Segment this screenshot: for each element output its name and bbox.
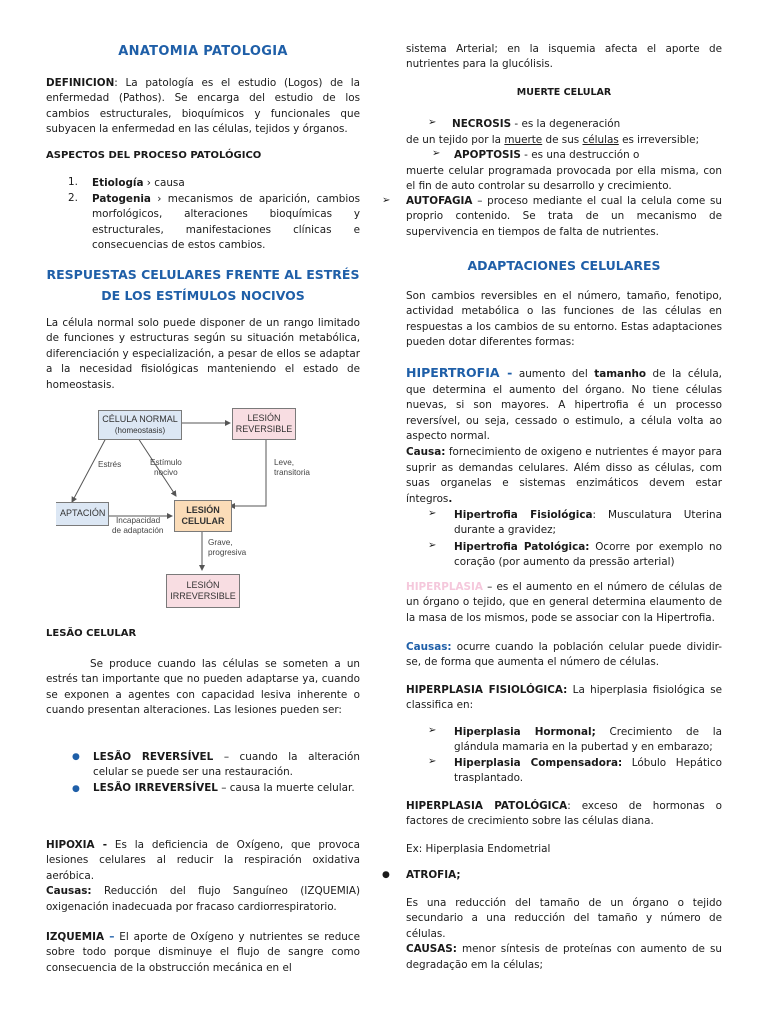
necrosis-line2-b: de sus (542, 134, 583, 146)
leve-label-1: Leve, (274, 458, 295, 467)
aspecto-text: › causa (143, 177, 185, 189)
grave-label-2: progresiva (208, 548, 247, 557)
arrow-bullet-icon: ➢ (428, 725, 437, 736)
aspectos-heading: ASPECTOS DEL PROCESO PATOLÓGICO (46, 150, 262, 161)
necrosis-line2-c: es irreversible; (618, 134, 700, 146)
homeostasis-label: (homeostasis) (114, 426, 166, 435)
aspecto-number: 1. (68, 176, 78, 188)
hipertrofia-causa-end: . (448, 492, 453, 505)
hiperplasia-text: – es el aumento en el número de células de un órgano o tejido, que en general determina elaumento de la masa de los mismos, pode se associar con la Hipertrofia. (406, 581, 722, 624)
aspecto-item (92, 192, 360, 254)
incapacidad-label-2: de adaptación (112, 526, 164, 535)
hiperplasia-causas-text: ocurre cuando la población celular puede dividir-se, de forma que aumenta el número de células. (406, 641, 722, 669)
page-title: ANATOMIA PATOLOGIA (118, 44, 288, 59)
necrosis-line2 (406, 133, 699, 148)
estimulo-label-1: Estímulo (150, 458, 182, 467)
lesion-irreversible-line1: LESIÓN (186, 580, 220, 590)
hiperplasia-paragraph (406, 580, 722, 626)
lesao-paragraph: Se produce cuando las células se someten a un estrés tan importante que no pueden adaptarse ya, cuando se exponen a agentes con capacidad lesiva inherente o cuando presentan alteraciones. Las lesiones pueden ser: (46, 658, 360, 717)
adaptaciones-paragraph: Son cambios reversibles en el número, tamaño, fenotipo, actividad metabólica o las funciones de las células en respuestas a los cambios de su entorno. Estas adaptaciones pueden dotar diferentes formas: (406, 290, 722, 349)
fisiologica-item (454, 725, 722, 756)
necrosis-term: NECROSIS (452, 118, 512, 130)
patologica-text: : exceso de hormonas o factores de crecimiento sobre las células diana. (406, 800, 722, 828)
arrow-bullet-icon: ➢ (428, 540, 437, 551)
definicion-text: : La patología es el estudio (Logos) de la enfermedad (Pathos). Se encarga del estudio de los cambios estructurales, bioquímicos y funcionales que subyacen la enfermedad en las células, tejidos y órganos. (46, 77, 360, 136)
lesao-item-term: LESÃO REVERSÍVEL (93, 751, 214, 763)
bullet-icon: ● (72, 752, 80, 762)
hipertrofia-item-term: Hipertrofia Patológica: (454, 541, 590, 553)
hipertrofia-item-sep: : (592, 509, 609, 521)
arrow-bullet-icon: ➢ (432, 148, 441, 159)
aspecto-term: Patogenia (92, 193, 151, 205)
hiperplasia-fisiologica-paragraph (406, 683, 722, 714)
lesao-item-term: LESÃO IRREVERSÍVEL (93, 782, 218, 794)
adaptacion-label: APTACIÓN (60, 508, 106, 518)
adaptaciones-title: ADAPTACIONES CELULARES (467, 258, 661, 273)
fisiologica-item (454, 756, 722, 787)
lesion-celular-line2: CELULAR (181, 516, 225, 526)
estres-label: Estrés (98, 460, 122, 469)
hipoxia-term: HIPOXIA - (46, 839, 108, 851)
estimulo-label-2: nocivo (154, 468, 178, 477)
apoptosis-term: APOPTOSIS (454, 149, 521, 161)
hipoxia-paragraph (46, 838, 360, 915)
apoptosis-text: - es una destrucción o (520, 149, 640, 161)
arrow-bullet-icon: ➢ (382, 195, 391, 206)
lesao-item-text: – cuando la alteración celular se puede ser una restauración. (93, 751, 360, 779)
fisiologica-text: La hiperplasia fisiológica se classifica en: (406, 684, 723, 712)
bullet-icon: ● (382, 870, 390, 880)
lesion-celular-box (174, 500, 232, 532)
adaptacion-box (56, 502, 109, 526)
lesion-reversible-line2: REVERSIBLE (235, 424, 293, 434)
patologica-term: HIPERPLASIA PATOLÓGICA (406, 800, 568, 812)
arrow-estres (72, 438, 106, 502)
necrosis-line1 (452, 117, 620, 132)
aspecto-term: Etiología (92, 177, 144, 189)
lesion-irreversible-line2: IRREVERSIBLE (170, 591, 236, 601)
hipertrofia-term: HIPERTROFIA - (406, 365, 513, 380)
cell-injury-diagram (46, 404, 360, 614)
lesao-item-text: – causa la muerte celular. (217, 782, 355, 794)
arrow-bullet-icon: ➢ (428, 117, 437, 128)
isquemia-continuation: sistema Arterial; en la isquemia afecta el aporte de nutrientes para la glucólisis. (406, 43, 722, 71)
celula-normal-box (98, 410, 182, 440)
necrosis-line2-a: de un tejido por la (406, 134, 505, 146)
aspecto-text: › mecanismos de aparición, cambios morfológicos, alteraciones bioquímicas y estructurales, manifestaciones clínicas e consecuencias de estos cambios. (92, 193, 360, 252)
fisiologica-item-text: Crecimiento de la glándula mamaria en la pubertad y en embarazo; (454, 726, 722, 754)
arrow-leve (230, 438, 266, 506)
lesion-irreversible-box (166, 574, 240, 608)
hipertrofia-item (454, 540, 722, 571)
hipertrofia-item (454, 508, 722, 539)
hiperplasia-causas-paragraph (406, 640, 722, 671)
hipoxia-text: Es la deficiencia de Oxígeno, que provoca lesiones celulares al reducir la respiración oxidativa aeróbica. (46, 839, 360, 882)
izquemia-paragraph (46, 930, 360, 976)
hipertrofia-causa-label: Causa: (406, 445, 446, 458)
hipertrofia-tamano: tamanho (594, 368, 647, 380)
celula-normal-label: CÉLULA NORMAL (102, 414, 178, 424)
example-text: Ex: Hiperplasia Endometrial (406, 843, 551, 855)
apoptosis-line2: muerte celular programada provocada por ella misma, con el fin de auto controlar su desarrollo y crecimiento. (406, 165, 722, 193)
leve-label-2: transitoria (274, 468, 310, 477)
atrofia-paragraph (406, 896, 722, 973)
izquemia-term: IZQUEMIA (46, 931, 105, 943)
grave-label-1: Grave, (208, 538, 233, 547)
fisiologica-item-term: Hiperplasia Compensadora: (454, 757, 623, 769)
lesao-heading: LESÃO CELULAR (46, 628, 137, 639)
respuestas-paragraph: La célula normal solo puede disponer de un rango limitado de funciones y estructuras según su situación metabólica, diferenciación y especialización, a pesar de ellos se adaptar a la necesidad fisiológicas manteniendo el estado de homeostasis. (46, 317, 360, 391)
incapacidad-label-1: Incapacidad (116, 516, 161, 525)
hipertrofia-text-a: aumento del (512, 368, 595, 380)
hipertrofia-item-text: Musculatura Uterina durante a gravidez; (454, 509, 722, 537)
hipertrofia-item-text: Ocorre por exemplo no coração (por aumento da pressão arterial) (454, 541, 722, 569)
atrofia-text: Es una reducción del tamaño de un órgano o tejido secundario a una reducción del tamaño y número de células. (406, 897, 722, 940)
arrow-bullet-icon: ➢ (428, 756, 437, 767)
necrosis-text: - es la degeneración (511, 118, 621, 130)
lesao-item (93, 781, 360, 796)
aspecto-number: 2. (68, 192, 78, 204)
hipertrofia-paragraph (406, 365, 722, 507)
izquemia-dash: – (104, 931, 115, 943)
lesao-item (93, 750, 360, 781)
causas-label: Causas: (46, 885, 92, 898)
hiperplasia-patologica-paragraph (406, 799, 722, 830)
autofagia-text: – proceso mediante el cual la celula come su proprio contenido. Se trata de un mecanismo de supervivencia en tiempos de falta de nutrientes. (406, 195, 722, 238)
atrofia-term: ATROFIA; (406, 869, 461, 881)
hipertrofia-item-term: Hipertrofia Fisiológica (454, 509, 593, 521)
definicion-label: DEFINICION (46, 77, 115, 89)
autofagia-term: AUTOFAGIA (406, 195, 473, 207)
muerte-heading: MUERTE CELULAR (516, 87, 612, 98)
hipertrofia-causa-text: fornecimiento de oxigeno e nutrientes é mayor para suprir as demandas celulares. Além disso as células, com suas organelas e sistemas enzimáticos devem estar íntegros (406, 445, 722, 505)
hipertrofia-text-b: de la célula, que determina el aumento del órgano. No tiene células nuevas, si son mayores. A hipertrofia é un processo reversível, ou seja, cessado o estimulo, a célula volta ao aspecto normal. (406, 368, 722, 443)
hiperplasia-causas-label: Causas: (406, 641, 452, 653)
aspecto-item (92, 176, 360, 191)
atrofia-causas-label: CAUSAS: (406, 943, 457, 956)
lesion-celular-line1: LESIÓN (186, 505, 220, 515)
bullet-icon: ● (72, 784, 80, 794)
hiperplasia-term: HIPERPLASIA (406, 581, 483, 593)
apoptosis-line1 (454, 148, 639, 163)
necrosis-celulas: células (582, 134, 619, 146)
respuestas-title: RESPUESTAS CELULARES FRENTE AL ESTRÉS DE LOS ESTÍMULOS NOCIVOS (46, 267, 360, 303)
lesion-reversible-line1: LESIÓN (247, 413, 281, 423)
atrofia-causas-text: menor síntesis de proteínas con aumento de su degradação em la células; (406, 943, 722, 971)
fisiologica-term: HIPERPLASIA FISIOLÓGICA: (406, 684, 568, 696)
causas-text: Reducción del flujo Sanguíneo (IZQUEMIA) oxigenación inadecuada por fracaso cardiorrespiratorio. (46, 885, 360, 913)
autofagia-paragraph (406, 194, 722, 240)
lesion-reversible-box (232, 408, 296, 440)
arrow-bullet-icon: ➢ (428, 508, 437, 519)
necrosis-muerte: muerte (504, 134, 543, 146)
definicion-paragraph (46, 76, 360, 138)
fisiologica-item-text: Lóbulo Hepático trasplantado. (454, 757, 722, 785)
izquemia-text: El aporte de Oxígeno y nutrientes se reduce sobre todo porque disminuye el flujo de sangre como consecuencia de la obstrucción mecánica en el (46, 931, 360, 974)
fisiologica-item-term: Hiperplasia Hormonal; (454, 726, 596, 738)
